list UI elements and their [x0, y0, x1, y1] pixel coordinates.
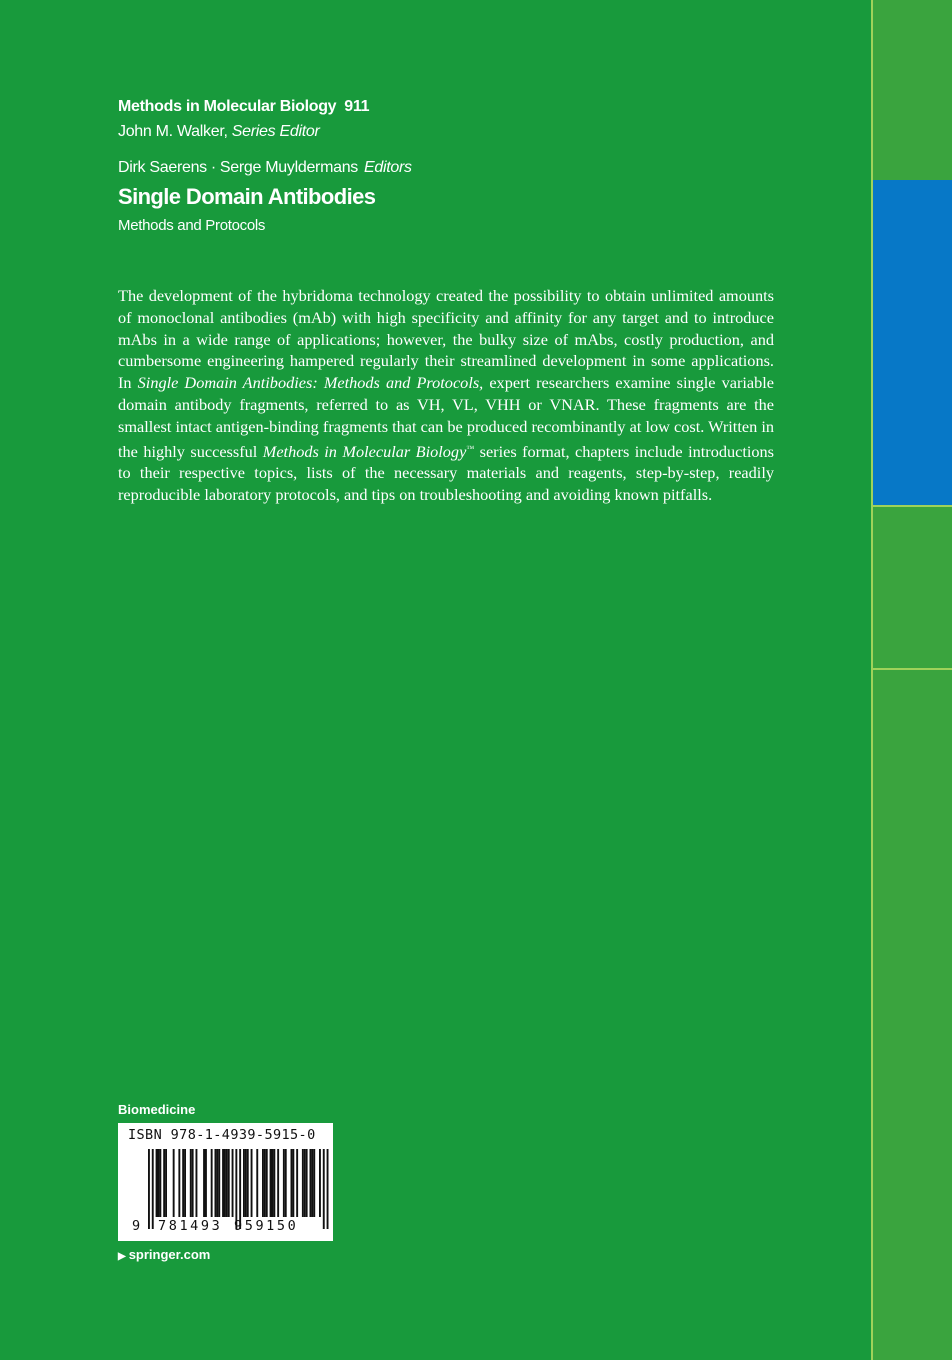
- barcode-bar: [283, 1149, 285, 1217]
- editor-2: Serge Muyldermans: [219, 159, 358, 176]
- series-name: Methods in Molecular Biology: [118, 98, 337, 115]
- barcode-bar: [239, 1149, 241, 1229]
- barcode-bar: [264, 1149, 266, 1217]
- barcode-bar: [313, 1149, 315, 1217]
- barcode-bar: [310, 1149, 312, 1217]
- series-line: [118, 98, 369, 116]
- editors-role: Editors: [364, 159, 412, 176]
- barcode-right-digits: 959150: [234, 1218, 299, 1234]
- barcode-bar: [245, 1149, 247, 1217]
- barcode-bar: [273, 1149, 275, 1217]
- barcode-bar: [192, 1149, 194, 1217]
- barcode-bar: [215, 1149, 217, 1217]
- description-part-3: series format, chapters include introductions to their respective topics, lists of the necessary materials and reagents, step-by-step, readily reproducible laboratory protocols, and tips on troubleshooting and avoiding known pitfalls.: [118, 441, 775, 505]
- spine-blue-band: [873, 180, 952, 505]
- barcode-bar: [196, 1149, 198, 1217]
- barcode-bar: [226, 1149, 228, 1217]
- barcode-bar: [152, 1149, 154, 1229]
- barcode-bar: [323, 1149, 325, 1229]
- barcode-lead-digit: 9: [132, 1218, 141, 1234]
- editor-separator: ·: [210, 159, 216, 176]
- description-series-title: Methods in Molecular Biology: [262, 441, 467, 461]
- website-url: springer.com: [128, 1247, 211, 1262]
- barcode-left-digits: 781493: [158, 1218, 223, 1234]
- barcode-bar: [235, 1149, 237, 1229]
- barcode-bar: [184, 1149, 186, 1217]
- book-subtitle: Methods and Protocols: [118, 217, 266, 234]
- barcode-bar: [222, 1149, 224, 1217]
- isbn-label: ISBN 978-1-4939-5915-0: [128, 1127, 316, 1143]
- barcode-bar: [270, 1149, 272, 1217]
- trademark-symbol: ™: [466, 443, 475, 453]
- barcode-bar: [211, 1149, 213, 1217]
- barcode-bar: [306, 1149, 308, 1217]
- barcode-bar: [256, 1149, 258, 1217]
- barcode-bar: [292, 1149, 294, 1217]
- barcode: [118, 1123, 333, 1241]
- barcode-bar: [205, 1149, 207, 1217]
- barcode-bar: [173, 1149, 175, 1217]
- barcode-bar: [247, 1149, 249, 1217]
- editor-1: Dirk Saerens: [118, 159, 207, 176]
- barcode-bar: [165, 1149, 167, 1217]
- spine-divider: [873, 668, 952, 670]
- barcode-bar: [302, 1149, 304, 1217]
- barcode-bar: [277, 1149, 279, 1217]
- series-editor-line: [118, 123, 319, 141]
- barcode-bar: [266, 1149, 268, 1217]
- barcode-bar: [232, 1149, 234, 1217]
- barcode-bar: [203, 1149, 205, 1217]
- barcode-bar: [262, 1149, 264, 1217]
- barcode-bar: [218, 1149, 220, 1217]
- barcode-bar: [243, 1149, 245, 1217]
- barcode-bar: [224, 1149, 226, 1217]
- barcode-bar: [163, 1149, 165, 1217]
- barcode-bar: [182, 1149, 184, 1217]
- barcode-bar: [291, 1149, 293, 1217]
- barcode-bar: [156, 1149, 158, 1217]
- description-book-title: Single Domain Antibodies: Methods and Protocols,: [137, 373, 484, 393]
- barcode-bar: [190, 1149, 192, 1217]
- barcode-bar: [311, 1149, 313, 1217]
- series-number: 911: [344, 98, 370, 115]
- barcode-bar: [296, 1149, 298, 1217]
- arrow-right-icon: ▶: [118, 1251, 126, 1262]
- barcode-bar: [304, 1149, 306, 1217]
- barcode-bar: [178, 1149, 180, 1217]
- barcode-bar: [216, 1149, 218, 1217]
- barcode-bar: [251, 1149, 253, 1217]
- barcode-bar: [159, 1149, 161, 1217]
- book-description: [118, 285, 774, 506]
- barcode-bar: [327, 1149, 329, 1229]
- book-title: Single Domain Antibodies: [118, 184, 376, 209]
- barcode-bar: [272, 1149, 274, 1217]
- series-editor-name: John M. Walker,: [118, 123, 228, 140]
- book-editors-line: [118, 159, 412, 177]
- spine-divider: [873, 505, 952, 507]
- barcode-bar: [319, 1149, 321, 1217]
- description-part-2: expert researchers examine single variable domain antibody fragments, referred to as VH, VL, VHH or VNAR. These fragments are the smallest intact antigen-binding fragments that can be produced recombinantly at low cost. Written in the highly successful: [118, 373, 775, 461]
- barcode-bar: [285, 1149, 287, 1217]
- series-editor-role: Series Editor: [231, 123, 320, 140]
- subject-category: Biomedicine: [118, 1102, 196, 1117]
- barcode-bar: [148, 1149, 150, 1229]
- description-part-1: The development of the hybridoma technology created the possibility to obtain unlimited amounts of monoclonal antibodies (mAb) with high specificity and affinity for any target and to introduce mAbs in a wide range of applications; however, the bulky size of mAbs, costly production, and cumbersome engineering hampered regularly their streamlined development in some applications. In: [118, 286, 774, 393]
- barcode-bar: [158, 1149, 160, 1217]
- barcode-bar: [228, 1149, 230, 1217]
- publisher-website[interactable]: [118, 1247, 210, 1262]
